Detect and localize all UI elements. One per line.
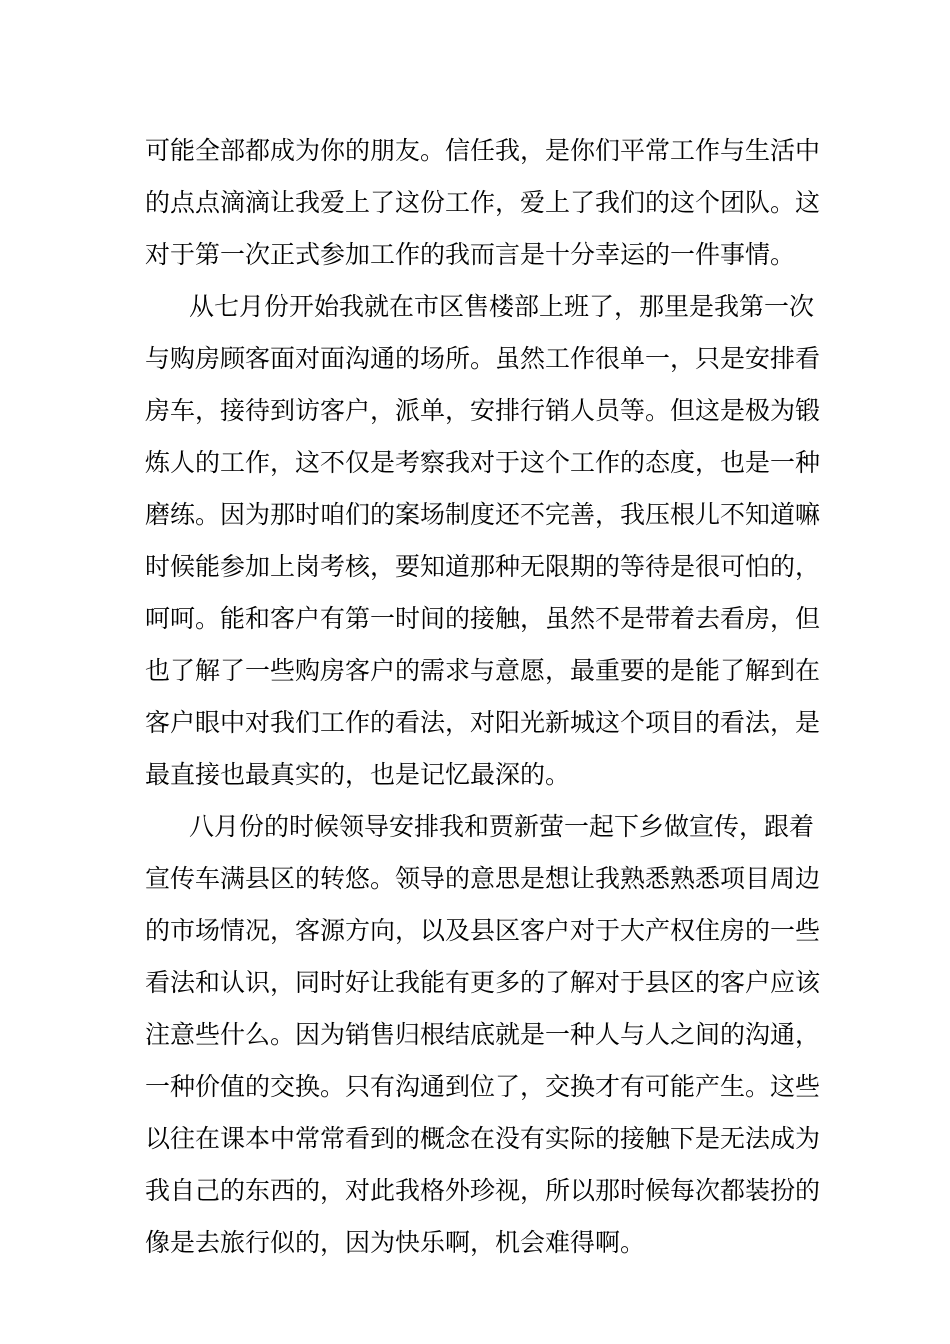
text-line: 对于第一次正式参加工作的我而言是十分幸运的一件事情。 (145, 240, 796, 269)
text-line: 注意些什么。因为销售归根结底就是一种人与人之间的沟通， (145, 1020, 821, 1049)
text-line: 以往在课本中常常看到的概念在没有实际的接触下是无法成为 (145, 1124, 821, 1153)
paragraph-1 (145, 125, 821, 281)
text-line: 房车，接待到访客户，派单，安排行销人员等。但这是极为锻 (145, 396, 821, 425)
paragraph-3 (145, 801, 821, 1269)
text-line: 看法和认识，同时好让我能有更多的了解对于县区的客户应该 (145, 968, 821, 997)
text-line: 的点点滴滴让我爱上了这份工作，爱上了我们的这个团队。这 (145, 188, 821, 217)
text-line: 像是去旅行似的，因为快乐啊，机会难得啊。 (145, 1228, 646, 1257)
text-line: 客户眼中对我们工作的看法，对阳光新城这个项目的看法，是 (145, 708, 821, 737)
text-line: 从七月份开始我就在市区售楼部上班了，那里是我第一次 (189, 292, 815, 321)
text-line: 宣传车满县区的转悠。领导的意思是想让我熟悉熟悉项目周边 (145, 864, 821, 893)
paragraph-2 (145, 281, 821, 801)
text-line: 一种价值的交换。只有沟通到位了，交换才有可能产生。这些 (145, 1072, 821, 1101)
text-line: 与购房顾客面对面沟通的场所。虽然工作很单一，只是安排看 (145, 344, 821, 373)
text-line: 八月份的时候领导安排我和贾新萤一起下乡做宣传，跟着 (189, 812, 815, 841)
text-line: 呵呵。能和客户有第一时间的接触，虽然不是带着去看房，但 (145, 604, 821, 633)
text-line: 最直接也最真实的，也是记忆最深的。 (145, 760, 571, 789)
document-body (145, 125, 821, 1269)
text-line: 我自己的东西的，对此我格外珍视，所以那时候每次都装扮的 (145, 1176, 821, 1205)
text-line: 也了解了一些购房客户的需求与意愿，最重要的是能了解到在 (145, 656, 821, 685)
text-line: 的市场情况，客源方向，以及县区客户对于大产权住房的一些 (145, 916, 821, 945)
text-line: 炼人的工作，这不仅是考察我对于这个工作的态度，也是一种 (145, 448, 821, 477)
text-line: 磨练。因为那时咱们的案场制度还不完善，我压根儿不知道嘛 (145, 500, 821, 529)
text-line: 可能全部都成为你的朋友。信任我，是你们平常工作与生活中 (145, 136, 821, 165)
text-line: 时候能参加上岗考核，要知道那种无限期的等待是很可怕的， (145, 552, 821, 581)
